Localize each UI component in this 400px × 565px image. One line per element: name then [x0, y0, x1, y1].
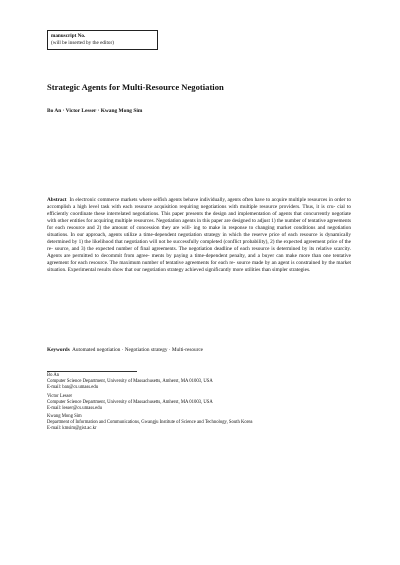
abstract-line: of tentative agreements for each resource and 2) the amount of concession they are will-	[47, 218, 352, 232]
abstract-line: often have to acquire multiple resources in order to accomplish a high level task with each	[47, 197, 351, 211]
keywords-text: Automated negotiation · Negotiation strategy · Multi-resource	[72, 347, 204, 353]
abstract-line: resource is determined by its relative scarcity. Agents are permitted to decommit from agree-	[47, 246, 352, 260]
abstract-line: source, and 3) the expected number of final agreements. The negotiation deadline of each	[54, 246, 250, 253]
abstract-line: that our negotiation strategy achieved significantly more utilities than simpler strategies.	[124, 267, 311, 274]
paper-title: Strategic Agents for Multi-Resource Negotiation	[47, 82, 224, 92]
abstract-line: In electronic commerce markets where selfish agents behave individually, agents	[69, 197, 241, 203]
affiliation-name: Kwang Mong Sim	[47, 414, 82, 420]
abstract-line: of each resource is dynamically determined by 1) the likelihood that negotiation will not	[47, 232, 352, 246]
abstract	[47, 197, 351, 274]
affiliations	[47, 373, 357, 435]
affiliation-email: E-mail: kmsim@gist.ac.kr	[47, 426, 97, 432]
abstract-line: and implementation of agents that concurrently negotiate with other entities for acquiring	[47, 211, 351, 225]
abstract-line: be successfully completed (conflict probability), 2) the expected agreement price of the re-	[47, 239, 351, 253]
abstract-line: ments by paying a time-dependent penalty, and a buyer can make more than one tentative	[151, 253, 352, 260]
abstract-line: cial to efficiently coordinate these interrelated negotiations. This paper presents the design	[47, 204, 352, 218]
abstract-line: ing to make in response to changing market conditions and negotiation situations. In our	[47, 225, 352, 239]
keywords	[47, 347, 203, 353]
abstract-line: multiple resources. Negotiation agents in this paper are designed to adjust 1) the number	[114, 218, 301, 225]
affiliation-bo-an	[47, 373, 357, 391]
abstract-label: Abstract	[47, 197, 67, 203]
author-list: Bo An · Victor Lesser · Kwang Mong Sim	[47, 108, 143, 114]
abstract-line: resource acquisition requiring negotiations with multiple resource providers. Thus, it is cru-	[134, 204, 336, 211]
footnote-rule	[47, 371, 137, 372]
affiliation-victor-lesser	[47, 394, 357, 412]
abstract-line: approach, agents utilize a time-dependent negotiation strategy in which the reserve price	[85, 232, 280, 239]
affiliation-dept: Computer Science Department, University of Massachusetts, Amherst, MA 01003, USA	[47, 379, 213, 384]
keywords-label: Keywords	[47, 347, 70, 353]
affiliation-email: E-mail: ban@cs.umass.edu	[47, 385, 99, 390]
affiliation-dept: Department of Information and Communications, Gwangju Institute of Science and Technology, South Korea	[47, 420, 253, 426]
abstract-line: source made by an agent is constrained by the market situation. Experimental results show	[47, 260, 351, 274]
affiliation-dept: Computer Science Department, University of Massachusetts, Amherst, MA 01003, USA	[47, 399, 213, 405]
editor-note: (will be inserted by the editor)	[51, 39, 114, 46]
manuscript-label: manuscript No.	[51, 33, 86, 39]
affiliation-email: E-mail: lesser@cs.umass.edu	[47, 405, 102, 411]
manuscript-number-box	[47, 30, 158, 50]
affiliation-name: Victor Lesser	[47, 393, 73, 399]
affiliation-kwang-mong-sim	[47, 414, 357, 432]
affiliation-name: Bo An	[47, 373, 60, 378]
abstract-line: agreement for each resource. The maximum number of tentative agreements for each re-	[47, 260, 236, 267]
